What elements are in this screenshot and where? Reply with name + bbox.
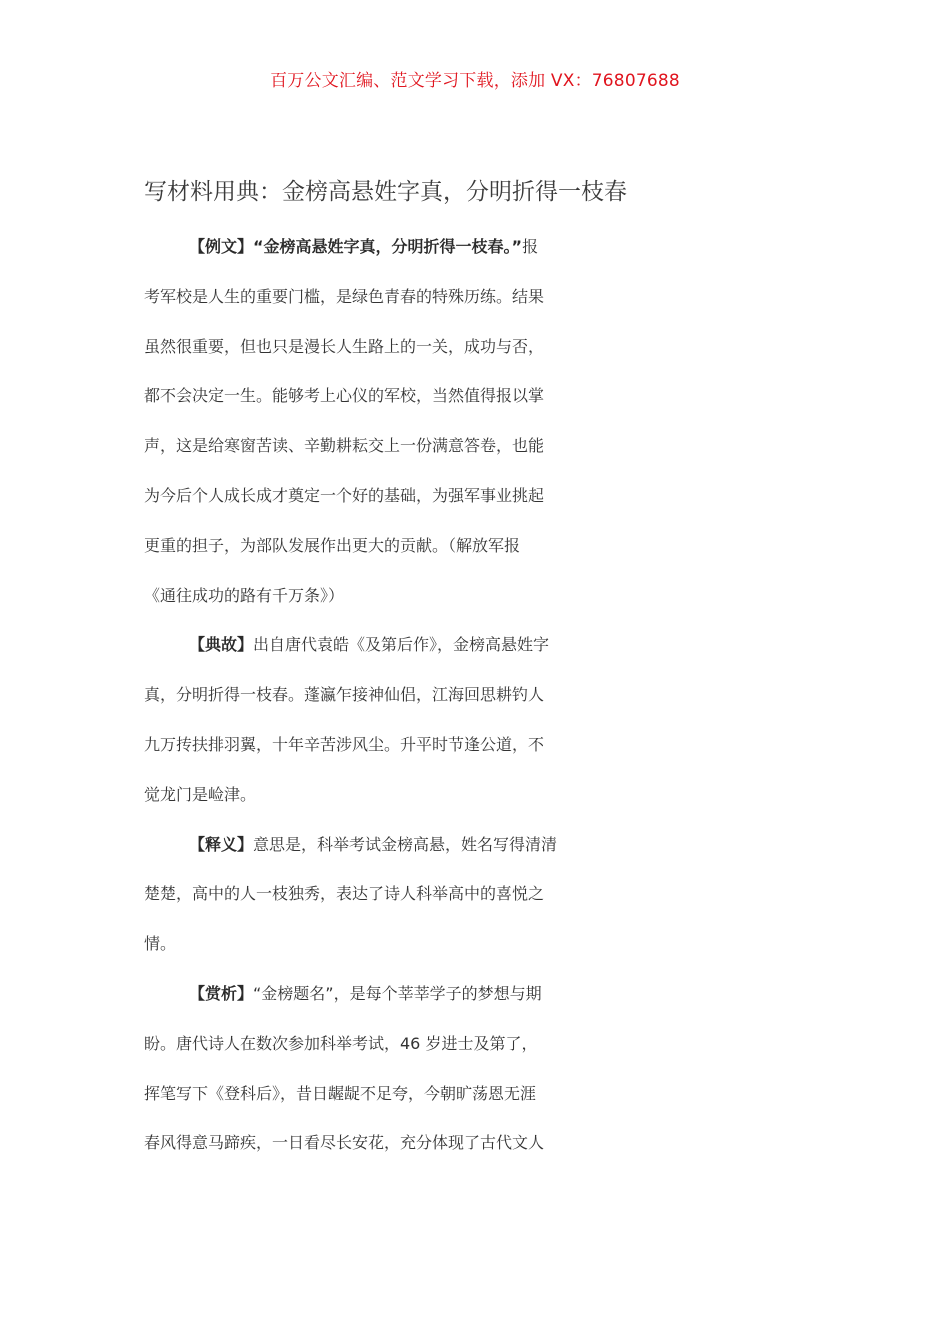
line-text: “金榜题名”，是每个莘莘学子的梦想与期 [253,983,542,1003]
section-tag-meaning: 【释义】 [189,834,254,854]
paragraph-line: 声，这是给寒窗苦读、辛勤耕耘交上一份满意答卷，也能 [144,436,545,456]
paragraph-line: 为今后个人成长成才奠定一个好的基础，为强军事业挑起 [144,485,545,505]
paragraph-line: 楚楚，高中的人一枝独秀，表达了诗人科举高中的喜悦之 [144,884,545,904]
paragraph-line: 都不会决定一生。能够考上心仪的军校，当然值得报以掌 [144,386,545,406]
paragraph-line: 虽然很重要，但也只是漫长人生路上的一关，成功与否， [144,336,545,356]
paragraph-line [144,832,808,882]
document-body [144,234,808,1180]
section-allusion [144,632,808,831]
paragraph-line: 春风得意马蹄疾，一日看尽长安花，充分体现了古代文人 [144,1133,545,1153]
line-text: 意思是，科举考试金榜高悬，姓名写得清清 [253,834,558,854]
section-appreciation [144,981,808,1180]
document-title: 写材料用典：金榜高悬姓字真，分明折得一枝春 [144,179,627,205]
paragraph-line: 考军校是人生的重要门槛，是绿色青春的特殊历练。结果 [144,286,545,306]
paragraph-line: 觉龙门是崄津。 [144,784,257,804]
paragraph-line: 盼。唐代诗人在数次参加科举考试，46 岁进士及第了， [144,1033,538,1053]
paragraph-line: 《通往成功的路有千万条》） [144,585,345,605]
paragraph-line [144,234,808,284]
line-text: 出自唐代袁皓《及第后作》，金榜高悬姓字 [253,635,550,655]
paragraph-line: 九万抟扶排羽翼，十年辛苦涉风尘。升平时节逢公道，不 [144,734,545,754]
paragraph-line [144,632,808,682]
paragraph-line: 更重的担子，为部队发展作出更大的贡献。（解放军报 [144,535,521,555]
paragraph-line: 真，分明折得一枝春。蓬瀛乍接神仙侣，江海回思耕钓人 [144,685,545,705]
section-tag-example: 【例文】 [189,237,254,256]
header-banner: 百万公文汇编、范文学习下载，添加 VX：76807688 [270,71,680,91]
example-quote: “金榜高悬姓字真，分明折得一枝春。” [253,237,523,256]
section-example [144,234,808,632]
line-text: 报 [522,237,539,256]
paragraph-line: 挥笔写下《登科后》，昔日龌龊不足夸，今朝旷荡恩无涯 [144,1083,537,1103]
section-tag-appreciation: 【赏析】 [189,983,254,1003]
section-meaning [144,832,808,981]
paragraph-line: 情。 [144,934,177,954]
paragraph-line [144,981,808,1031]
section-tag-allusion: 【典故】 [189,635,254,655]
